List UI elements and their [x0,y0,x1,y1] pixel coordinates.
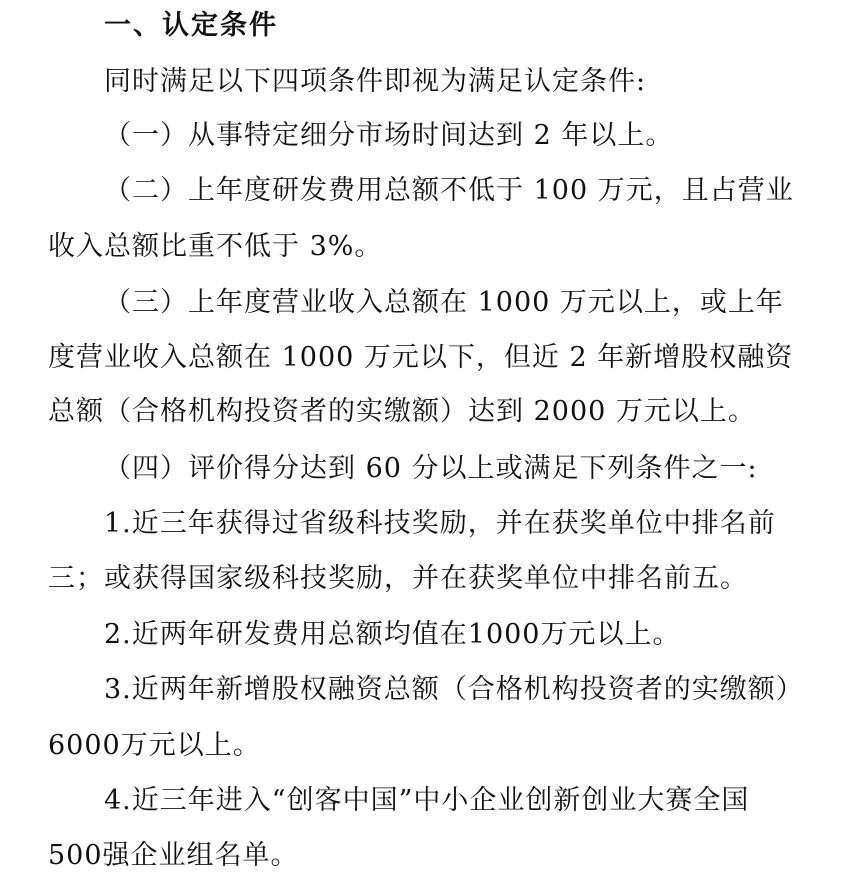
condition-2-line-1: （二）上年度研发费用总额不低于 100 万元，且占营业 [104,175,794,206]
condition-4-line-1: （四）评价得分达到 60 分以上或满足下列条件之一: [104,453,758,484]
section-heading: 一、认定条件 [104,10,278,41]
condition-4-item-1-line-2: 三；或获得国家级科技奖励，并在获奖单位中排名前五。 [48,563,748,594]
condition-3-line-1: （三）上年度营业收入总额在 1000 万元以上，或上年 [104,287,784,318]
condition-3-line-3: 总额（合格机构投资者的实缴额）达到 2000 万元以上。 [48,396,756,427]
condition-4-item-2-line-1: 2.近两年研发费用总额均值在1000万元以上。 [104,619,681,650]
condition-4-item-3-line-1: 3.近两年新增股权融资总额（合格机构投资者的实缴额） [104,674,804,705]
condition-4-item-3-line-2: 6000万元以上。 [48,730,261,761]
condition-4-item-4-line-2: 500强企业组名单。 [48,840,299,871]
condition-3-line-2: 度营业收入总额在 1000 万元以下，但近 2 年新增股权融资 [48,342,794,373]
condition-4-item-4-line-1: 4.近三年进入“创客中国”中小企业创新创业大赛全国 [104,785,750,816]
condition-1-line-1: （一）从事特定细分市场时间达到 2 年以上。 [104,120,674,151]
condition-4-item-1-line-1: 1.近三年获得过省级科技奖励，并在获奖单位中排名前 [104,508,776,539]
intro-paragraph: 同时满足以下四项条件即视为满足认定条件: [104,66,647,97]
condition-2-line-2: 收入总额比重不低于 3%。 [48,231,383,262]
